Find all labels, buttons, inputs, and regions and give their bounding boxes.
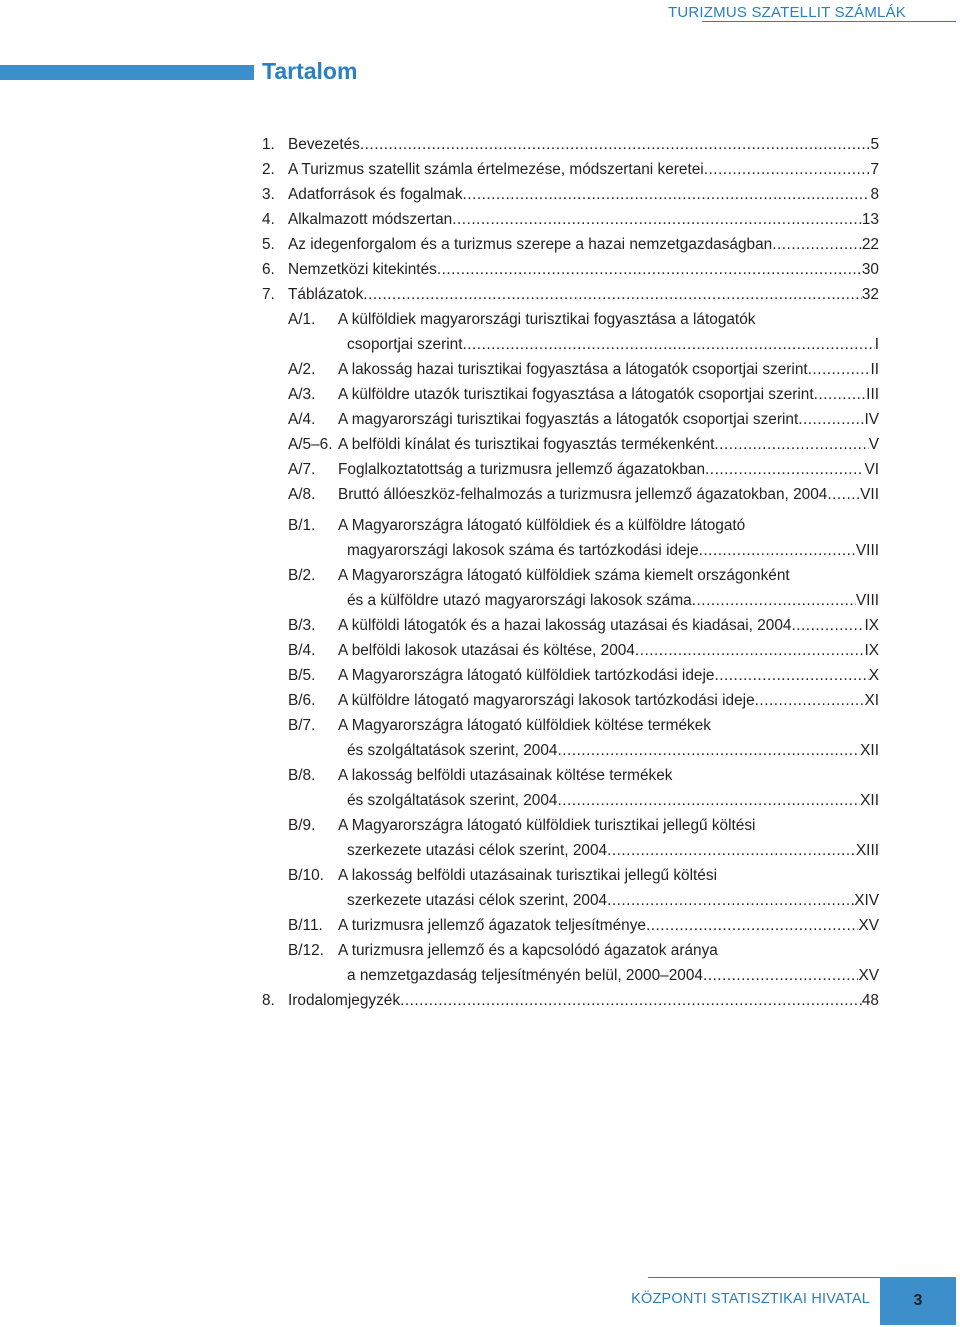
toc-dot-leader bbox=[704, 159, 871, 181]
toc-dot-leader bbox=[646, 915, 859, 937]
toc-dot-leader bbox=[400, 990, 862, 1012]
toc-dot-leader bbox=[808, 359, 871, 381]
toc-entry-title: csoportjai szerint bbox=[347, 336, 463, 353]
toc-entry-title: és szolgáltatások szerint, 2004 bbox=[347, 742, 558, 759]
toc-entry bbox=[262, 309, 879, 331]
toc-dot-leader bbox=[462, 334, 874, 356]
toc-entry-title: A magyarországi turisztikai fogyasztás a látogatók csoportjai szerint bbox=[338, 411, 799, 428]
toc-entry-number: A/8. bbox=[288, 486, 316, 503]
toc-entry-title: és szolgáltatások szerint, 2004 bbox=[347, 792, 558, 809]
toc-entry-title: A külföldre utazók turisztikai fogyasztása a látogatók csoportjai szerint bbox=[338, 386, 814, 403]
toc-dot-leader bbox=[437, 259, 862, 281]
toc-entry-number: B/7. bbox=[288, 717, 316, 734]
toc-entry bbox=[262, 284, 879, 306]
toc-entry bbox=[262, 209, 879, 231]
toc-entry bbox=[262, 184, 879, 206]
page-title: Tartalom bbox=[262, 58, 358, 84]
toc-entry-number: 4. bbox=[262, 211, 275, 228]
toc-entry bbox=[262, 690, 879, 712]
toc-entry-title: Alkalmazott módszertan bbox=[288, 211, 453, 228]
toc-entry-page: 30 bbox=[861, 261, 879, 278]
toc-dot-leader bbox=[814, 384, 867, 406]
toc-entry-title: Táblázatok bbox=[288, 286, 364, 303]
toc-dot-leader bbox=[699, 540, 856, 562]
toc-dot-leader bbox=[714, 665, 868, 687]
toc-entry bbox=[262, 515, 879, 537]
toc-entry-page: II bbox=[870, 361, 879, 378]
toc-entry-title: A külföldre látogató magyarországi lakosok tartózkodási ideje bbox=[338, 692, 755, 709]
toc-entry bbox=[262, 890, 879, 912]
toc-entry-page: 7 bbox=[870, 161, 879, 178]
toc-entry-title: magyarországi lakosok száma és tartózkodási ideje bbox=[347, 542, 699, 559]
toc-entry bbox=[262, 665, 879, 687]
toc-entry-page: VIII bbox=[855, 542, 879, 559]
toc-entry-title: A Magyarországra látogató külföldiek tartózkodási ideje bbox=[338, 667, 715, 684]
toc-entry-page: VIII bbox=[855, 592, 879, 609]
toc-entry-number: A/2. bbox=[288, 361, 316, 378]
toc-entry-title: A külföldiek magyarországi turisztikai fogyasztása a látogatók bbox=[338, 311, 756, 328]
toc-entry-title: A Magyarországra látogató külföldiek költése termékek bbox=[338, 717, 711, 734]
toc-entry-number: B/12. bbox=[288, 942, 324, 959]
toc-dot-leader bbox=[607, 840, 856, 862]
toc-dot-leader bbox=[827, 484, 860, 506]
toc-entry-title: Irodalomjegyzék bbox=[288, 992, 401, 1009]
toc-entry-page: X bbox=[868, 667, 879, 684]
toc-entry-title: Foglalkoztatottság a turizmusra jellemző ágazatokban bbox=[338, 461, 706, 478]
toc-entry bbox=[262, 484, 879, 506]
toc-entry-number: B/6. bbox=[288, 692, 316, 709]
toc-entry-number: B/2. bbox=[288, 567, 316, 584]
toc-entry-number: 6. bbox=[262, 261, 275, 278]
page-number-box bbox=[880, 1277, 956, 1325]
toc-entry-title: és a külföldre utazó magyarországi lakosok száma bbox=[347, 592, 692, 609]
toc-entry-page: 8 bbox=[870, 186, 879, 203]
toc-entry-page: XIV bbox=[854, 892, 879, 909]
toc-entry-title: Nemzetközi kitekintés bbox=[288, 261, 437, 278]
toc-entry bbox=[262, 134, 879, 156]
toc-dot-leader bbox=[360, 134, 871, 156]
toc-entry-page: XIII bbox=[855, 842, 879, 859]
toc-entry-page: VI bbox=[864, 461, 879, 478]
toc-entry bbox=[262, 815, 879, 837]
toc-entry-number: B/5. bbox=[288, 667, 316, 684]
toc-entry bbox=[262, 384, 879, 406]
toc-entry bbox=[262, 990, 879, 1012]
toc-entry-title: A Magyarországra látogató külföldiek turisztikai jellegű költési bbox=[338, 817, 756, 834]
toc-entry-number: 5. bbox=[262, 236, 275, 253]
toc-entry bbox=[262, 940, 879, 962]
toc-entry-title: Bevezetés bbox=[288, 136, 360, 153]
toc-entry-number: B/3. bbox=[288, 617, 316, 634]
toc-entry bbox=[262, 865, 879, 887]
toc-entry bbox=[262, 434, 879, 456]
header-rule bbox=[702, 21, 956, 22]
footer-rule bbox=[648, 1277, 880, 1278]
toc-entry bbox=[262, 259, 879, 281]
toc-entry bbox=[262, 159, 879, 181]
toc-entry bbox=[262, 765, 879, 787]
toc-dot-leader bbox=[772, 234, 862, 256]
toc-entry bbox=[262, 740, 879, 762]
toc-entry bbox=[262, 915, 879, 937]
toc-entry-title: A lakosság belföldi utazásainak turisztikai jellegű költési bbox=[338, 867, 717, 884]
toc-entry-number: 2. bbox=[262, 161, 275, 178]
toc-entry-page: I bbox=[874, 336, 879, 353]
toc-entry-number: 1. bbox=[262, 136, 275, 153]
toc-entry-title: A belföldi lakosok utazásai és költése, 2004 bbox=[338, 642, 635, 659]
toc-entry-title: A lakosság hazai turisztikai fogyasztása a látogatók csoportjai szerint bbox=[338, 361, 808, 378]
toc-entry-page: 13 bbox=[861, 211, 879, 228]
toc-entry-number: 3. bbox=[262, 186, 275, 203]
toc-dot-leader bbox=[557, 740, 860, 762]
toc-entry-number: B/8. bbox=[288, 767, 316, 784]
toc-entry-number: B/10. bbox=[288, 867, 324, 884]
toc-entry-page: VII bbox=[860, 486, 879, 503]
toc-entry-page: XV bbox=[858, 917, 879, 934]
toc-entry-number: 7. bbox=[262, 286, 275, 303]
toc-entry-title: A turizmusra jellemző ágazatok teljesítménye bbox=[338, 917, 646, 934]
toc-entry-title: szerkezete utazási célok szerint, 2004 bbox=[347, 892, 608, 909]
toc-entry-page: IX bbox=[864, 642, 879, 659]
toc-entry-number: B/9. bbox=[288, 817, 316, 834]
toc-entry bbox=[262, 840, 879, 862]
toc-dot-leader bbox=[607, 890, 854, 912]
toc-entry bbox=[262, 965, 879, 987]
toc-entry-page: 22 bbox=[861, 236, 879, 253]
toc-entry-page: XV bbox=[858, 967, 879, 984]
toc-entry-page: XI bbox=[864, 692, 879, 709]
toc-entry-title: a nemzetgazdaság teljesítményén belül, 2000–2004 bbox=[347, 967, 703, 984]
toc-entry-title: Adatforrások és fogalmak bbox=[288, 186, 463, 203]
toc-entry-title: Bruttó állóeszköz-felhalmozás a turizmusra jellemző ágazatokban, 2004 bbox=[338, 486, 828, 503]
toc-entry bbox=[262, 359, 879, 381]
toc-dot-leader bbox=[692, 590, 856, 612]
toc-dot-leader bbox=[635, 640, 865, 662]
toc-dot-leader bbox=[557, 790, 860, 812]
toc-entry-number: B/11. bbox=[288, 917, 323, 934]
toc-entry-title: A külföldi látogatók és a hazai lakosság utazásai és kiadásai, 2004 bbox=[338, 617, 792, 634]
toc-entry-title: A belföldi kínálat és turisztikai fogyasztás termékenként bbox=[338, 436, 715, 453]
toc-entry-title: A Magyarországra látogató külföldiek és a külföldre látogató bbox=[338, 517, 746, 534]
toc-entry bbox=[262, 565, 879, 587]
toc-entry-page: XII bbox=[860, 792, 879, 809]
toc-entry bbox=[262, 409, 879, 431]
toc-entry-title: A Magyarországra látogató külföldiek száma kiemelt országonként bbox=[338, 567, 790, 584]
toc-entry-page: V bbox=[868, 436, 879, 453]
toc-entry bbox=[262, 459, 879, 481]
toc-entry bbox=[262, 540, 879, 562]
toc-entry bbox=[262, 715, 879, 737]
toc-entry bbox=[262, 615, 879, 637]
title-accent-bar bbox=[0, 65, 254, 80]
toc-entry-number: A/4. bbox=[288, 411, 316, 428]
toc-entry-title: A turizmusra jellemző és a kapcsolódó ágazatok aránya bbox=[338, 942, 718, 959]
toc-entry-title: A Turizmus szatellit számla értelmezése, módszertani keretei bbox=[288, 161, 704, 178]
toc-entry-number: 8. bbox=[262, 992, 275, 1009]
toc-entry-page: 32 bbox=[861, 286, 879, 303]
toc-entry bbox=[262, 334, 879, 356]
toc-entry-number: A/3. bbox=[288, 386, 316, 403]
toc-entry-page: 5 bbox=[870, 136, 879, 153]
toc-entry-page: XII bbox=[860, 742, 879, 759]
toc-entry-title: Az idegenforgalom és a turizmus szerepe a hazai nemzetgazdaságban bbox=[288, 236, 773, 253]
toc-dot-leader bbox=[363, 284, 862, 306]
toc-entry-title: A lakosság belföldi utazásainak költése termékek bbox=[338, 767, 673, 784]
toc-entry-page: 48 bbox=[861, 992, 879, 1009]
toc-entry-page: IX bbox=[864, 617, 879, 634]
toc-entry-number: A/1. bbox=[288, 311, 316, 328]
toc-entry bbox=[262, 790, 879, 812]
toc-entry-number: B/1. bbox=[288, 517, 316, 534]
toc-entry-page: III bbox=[866, 386, 879, 403]
running-header-title: TURIZMUS SZATELLIT SZÁMLÁK bbox=[667, 4, 906, 21]
toc-entry-page: IV bbox=[864, 411, 879, 428]
toc-dot-leader bbox=[798, 409, 864, 431]
toc-dot-leader bbox=[463, 184, 871, 206]
toc-entry bbox=[262, 234, 879, 256]
toc-dot-leader bbox=[452, 209, 862, 231]
toc-entry bbox=[262, 640, 879, 662]
page-number: 3 bbox=[913, 1292, 923, 1309]
footer-organization: KÖZPONTI STATISZTIKAI HIVATAL bbox=[631, 1291, 870, 1307]
toc-entry-title: szerkezete utazási célok szerint, 2004 bbox=[347, 842, 608, 859]
toc-entry-number: A/5–6. bbox=[288, 436, 333, 453]
toc-dot-leader bbox=[755, 690, 865, 712]
toc-dot-leader bbox=[705, 459, 864, 481]
toc-entry-number: B/4. bbox=[288, 642, 316, 659]
toc-entry bbox=[262, 590, 879, 612]
toc-dot-leader bbox=[703, 965, 859, 987]
toc-entry-number: A/7. bbox=[288, 461, 316, 478]
toc-dot-leader bbox=[714, 434, 868, 456]
toc-dot-leader bbox=[791, 615, 864, 637]
